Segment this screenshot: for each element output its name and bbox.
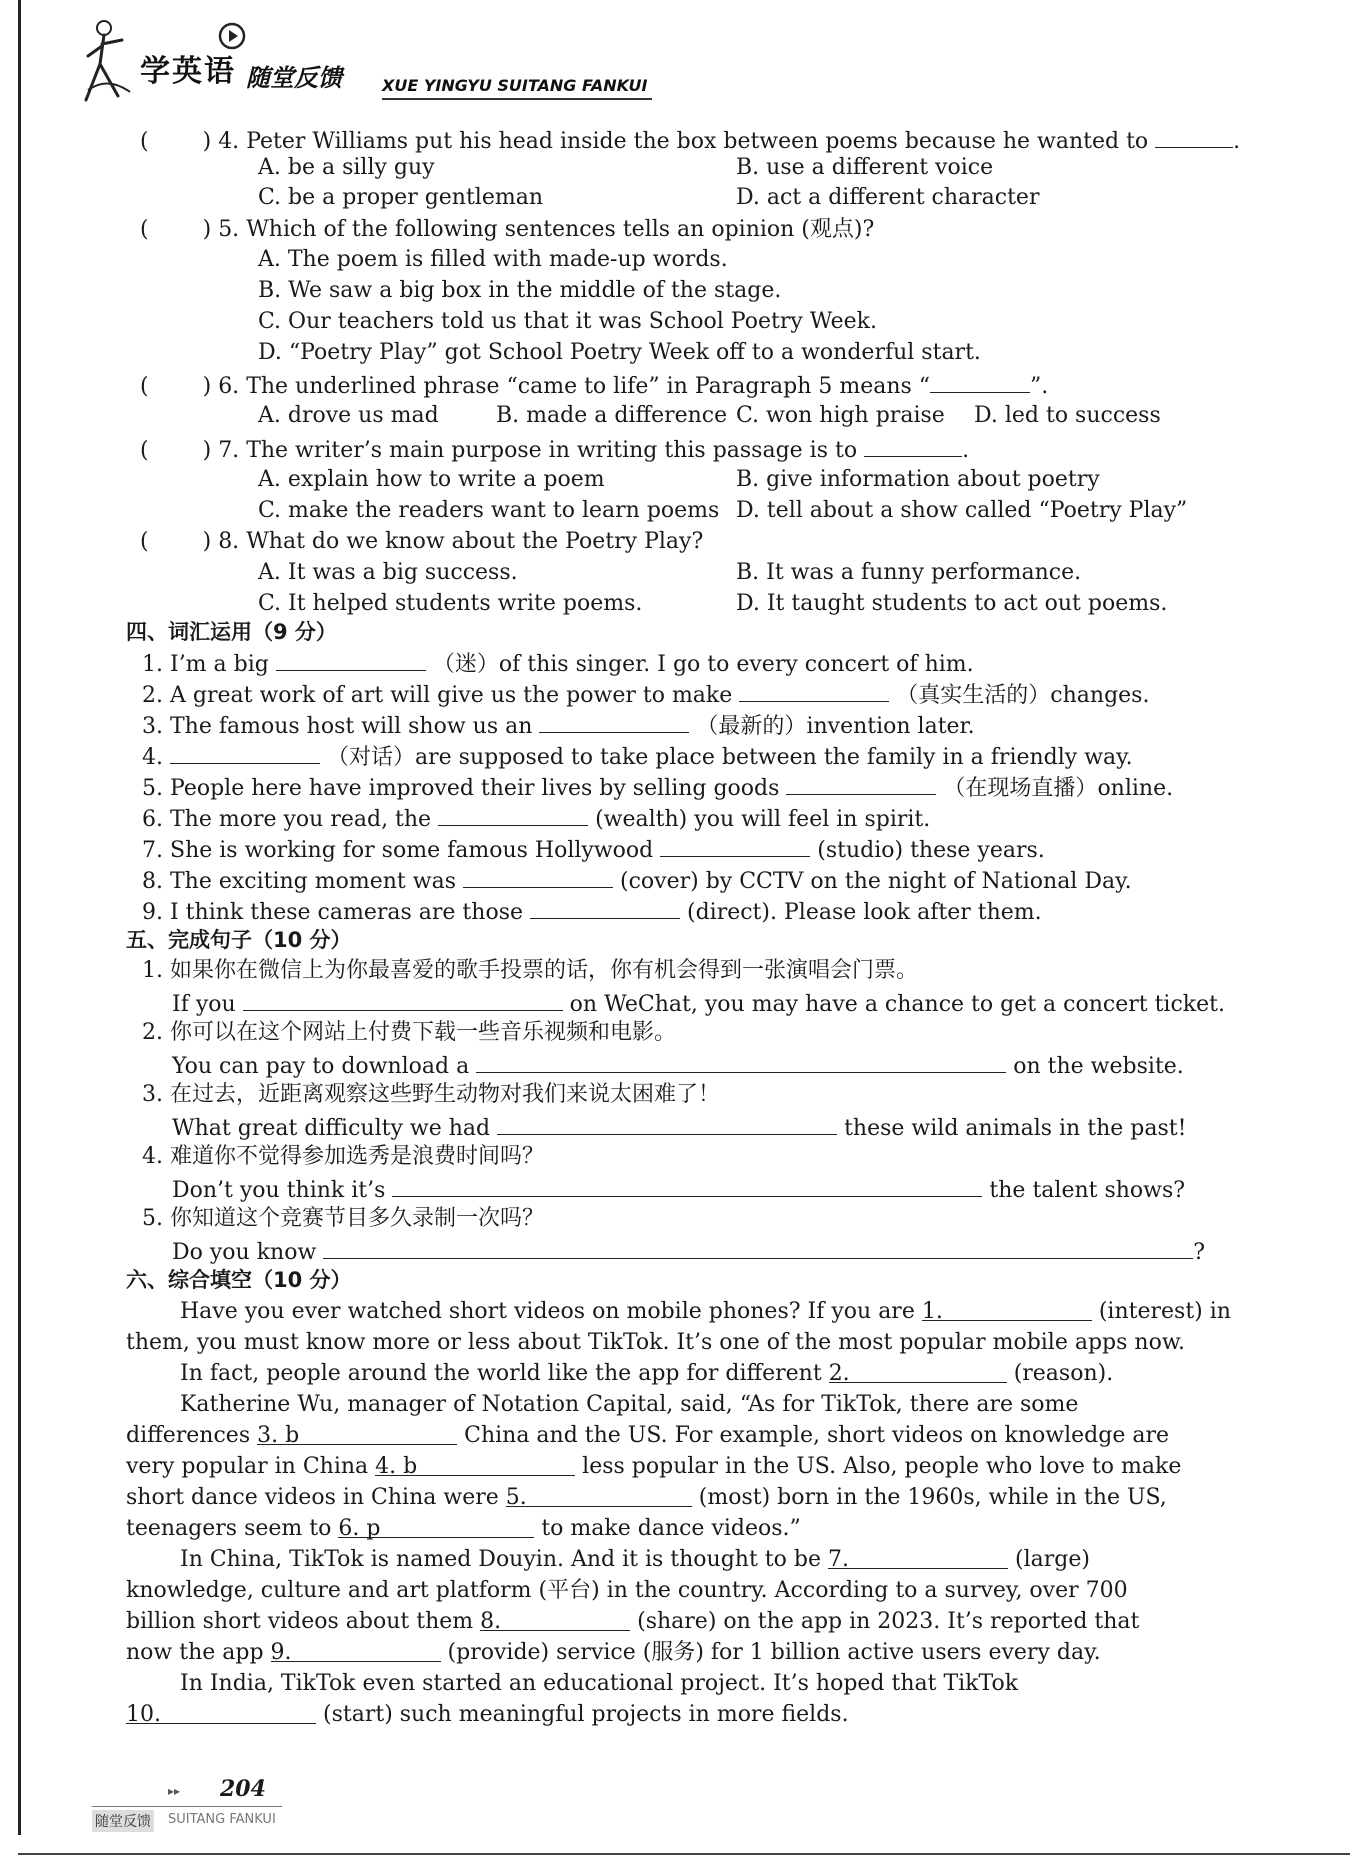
answer-blank[interactable] — [497, 1112, 837, 1135]
bottom-border — [18, 1853, 1350, 1855]
vocab-item-7: 7. She is working for some famous Hollywood (studio) these years. — [142, 834, 1045, 865]
answer-blank[interactable] — [476, 1050, 1006, 1073]
vocab-item-3: 3. The famous host will show us an （最新的）invention later. — [142, 710, 975, 741]
header-title: 学英语 — [140, 54, 236, 89]
margin-line — [18, 0, 21, 1835]
cloze-line-1: Have you ever watched short videos on mobile phones? If you are 1. (interest) in — [180, 1299, 1231, 1324]
option-a: A. explain how to write a poem — [258, 467, 605, 492]
option-a: A. The poem is filled with made-up words. — [258, 247, 728, 272]
section-5-title: 五、完成句子（10 分） — [126, 928, 352, 952]
answer-blank[interactable] — [930, 370, 1030, 393]
option-b: B. It was a funny performance. — [736, 560, 1082, 585]
cloze-line-14: 10. (start) such meaningful projects in more fields. — [126, 1702, 849, 1727]
sentence-2-chinese: 2. 你可以在这个网站上付费下载一些音乐视频和电影。 — [142, 1020, 677, 1045]
footer-divider — [92, 1806, 282, 1807]
cloze-line-5: differences 3. b China and the US. For example, short videos on knowledge are — [126, 1423, 1169, 1448]
header-underline — [382, 98, 652, 100]
option-b: B. We saw a big box in the middle of the stage. — [258, 278, 782, 303]
answer-blank[interactable] — [539, 710, 689, 733]
cloze-blank-7[interactable]: 7. — [828, 1546, 1008, 1569]
cloze-line-3: In fact, people around the world like the app for different 2. (reason). — [180, 1361, 1114, 1386]
cloze-blank-6[interactable]: 6. p — [338, 1515, 534, 1538]
option-d: D. tell about a show called “Poetry Play” — [736, 498, 1188, 523]
sentence-1-english: If you on WeChat, you may have a chance to get a concert ticket. — [172, 988, 1225, 1019]
cloze-blank-3[interactable]: 3. b — [257, 1422, 457, 1445]
option-d: D. act a different character — [736, 185, 1040, 210]
section-4-title: 四、词汇运用（9 分） — [126, 620, 337, 644]
page-header — [78, 8, 678, 108]
vocab-item-1: 1. I’m a big （迷）of this singer. I go to every concert of him. — [142, 648, 974, 679]
answer-blank[interactable] — [170, 741, 320, 764]
vocab-item-6: 6. The more you read, the (wealth) you will feel in spirit. — [142, 803, 930, 834]
cloze-blank-5[interactable]: 5. — [506, 1484, 692, 1507]
question-6: ( ) 6. The underlined phrase “came to life” in Paragraph 5 means “ ”. — [140, 370, 1048, 401]
option-a: A. be a silly guy — [258, 155, 435, 180]
option-d: D. “Poetry Play” got School Poetry Week off to a wonderful start. — [258, 340, 981, 365]
option-d: D. It taught students to act out poems. — [736, 591, 1168, 616]
answer-blank[interactable] — [530, 896, 680, 919]
answer-blank[interactable] — [243, 988, 563, 1011]
cloze-line-12: now the app 9. (provide) service (服务) for 1 billion active users every day. — [126, 1640, 1101, 1665]
play-arrows-icon: ▸▸ — [168, 1784, 181, 1798]
option-b: B. use a different voice — [736, 155, 994, 180]
cloze-line-13: In India, TikTok even started an educational project. It’s hoped that TikTok — [180, 1671, 1019, 1696]
cloze-line-4: Katherine Wu, manager of Notation Capital, said, “As for TikTok, there are some — [180, 1392, 1079, 1417]
cloze-line-9: In China, TikTok is named Douyin. And it is thought to be 7. (large) — [180, 1547, 1090, 1572]
option-b: B. give information about poetry — [736, 467, 1100, 492]
answer-blank[interactable] — [323, 1236, 1193, 1259]
option-c: C. won high praise — [736, 403, 945, 428]
vocab-item-4: 4. （对话）are supposed to take place between the family in a friendly way. — [142, 741, 1133, 772]
vocab-item-2: 2. A great work of art will give us the power to make （真实生活的）changes. — [142, 679, 1149, 710]
page-number: 204 — [220, 1776, 266, 1802]
cloze-line-11: billion short videos about them 8. (share) on the app in 2023. It’s reported that — [126, 1609, 1140, 1634]
sentence-4-chinese: 4. 难道你不觉得参加选秀是浪费时间吗？ — [142, 1144, 545, 1169]
footer-label: 随堂反馈 — [92, 1810, 154, 1832]
sentence-2-english: You can pay to download a on the website. — [172, 1050, 1184, 1081]
cloze-blank-8[interactable]: 8. — [480, 1608, 630, 1631]
option-c: C. make the readers want to learn poems — [258, 498, 720, 523]
header-english: XUE YINGYU SUITANG FANKUI — [382, 76, 648, 95]
cloze-blank-9[interactable]: 9. — [271, 1639, 441, 1662]
cloze-blank-4[interactable]: 4. b — [375, 1453, 575, 1476]
answer-blank[interactable] — [786, 772, 936, 795]
footer-english: SUITANG FANKUI — [168, 1812, 276, 1827]
option-a: A. drove us mad — [258, 403, 439, 428]
option-d: D. led to success — [974, 403, 1161, 428]
sentence-3-english: What great difficulty we had these wild animals in the past! — [172, 1112, 1186, 1143]
cloze-blank-1[interactable]: 1. — [922, 1298, 1092, 1321]
cloze-line-10: knowledge, culture and art platform (平台) in the country. According to a survey, over 700 — [126, 1578, 1128, 1603]
sentence-5-english: Do you know ? — [172, 1236, 1205, 1267]
option-c: C. be a proper gentleman — [258, 185, 544, 210]
answer-blank[interactable] — [438, 803, 588, 826]
option-b: B. made a difference — [496, 403, 728, 428]
option-a: A. It was a big success. — [258, 560, 518, 585]
cloze-line-7: short dance videos in China were 5. (most) born in the 1960s, while in the US, — [126, 1485, 1167, 1510]
question-7: ( ) 7. The writer’s main purpose in writing this passage is to . — [140, 434, 969, 465]
answer-blank[interactable] — [1155, 125, 1233, 148]
sentence-3-chinese: 3. 在过去，近距离观察这些野生动物对我们来说太困难了！ — [142, 1082, 721, 1107]
cloze-line-6: very popular in China 4. b less popular in the US. Also, people who love to make — [126, 1454, 1182, 1479]
cloze-blank-10[interactable]: 10. — [126, 1701, 316, 1724]
header-subtitle: 随堂反馈 — [246, 64, 342, 92]
answer-blank[interactable] — [660, 834, 810, 857]
answer-blank[interactable] — [463, 865, 613, 888]
vocab-item-8: 8. The exciting moment was (cover) by CCTV on the night of National Day. — [142, 865, 1132, 896]
vocab-item-5: 5. People here have improved their lives by selling goods （在现场直播）online. — [142, 772, 1173, 803]
answer-blank[interactable] — [392, 1174, 982, 1197]
cloze-blank-2[interactable]: 2. — [829, 1360, 1007, 1383]
answer-blank[interactable] — [276, 648, 426, 671]
question-5: ( ) 5. Which of the following sentences tells an opinion (观点)? — [140, 217, 875, 242]
cloze-line-2: them, you must know more or less about TikTok. It’s one of the most popular mobile apps now. — [126, 1330, 1186, 1355]
question-4: ( ) 4. Peter Williams put his head inside the box between poems because he wanted to . — [140, 125, 1240, 156]
cloze-line-8: teenagers seem to 6. p to make dance videos.” — [126, 1516, 801, 1541]
option-c: C. Our teachers told us that it was School Poetry Week. — [258, 309, 877, 334]
vocab-item-9: 9. I think these cameras are those (direct). Please look after them. — [142, 896, 1042, 927]
sentence-5-chinese: 5. 你知道这个竞赛节目多久录制一次吗？ — [142, 1206, 545, 1231]
runner-logo-icon — [78, 16, 148, 108]
question-8: ( ) 8. What do we know about the Poetry Play? — [140, 529, 704, 554]
option-c: C. It helped students write poems. — [258, 591, 643, 616]
sentence-4-english: Don’t you think it’s the talent shows? — [172, 1174, 1185, 1205]
answer-blank[interactable] — [739, 679, 889, 702]
section-6-title: 六、综合填空（10 分） — [126, 1268, 352, 1292]
answer-blank[interactable] — [864, 434, 962, 457]
sentence-1-chinese: 1. 如果你在微信上为你最喜爱的歌手投票的话，你有机会得到一张演唱会门票。 — [142, 958, 919, 983]
